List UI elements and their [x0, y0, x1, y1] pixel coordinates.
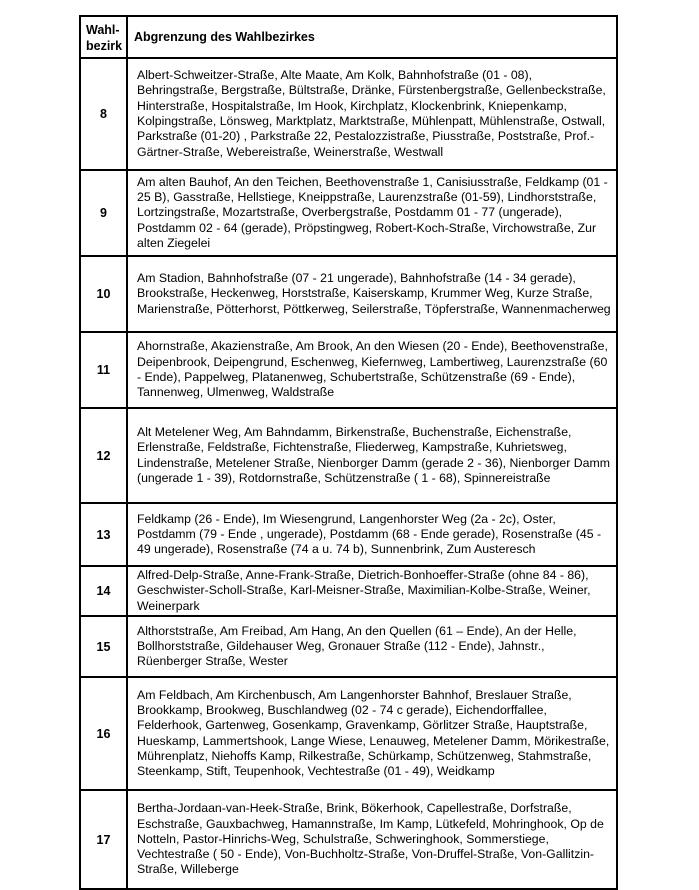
bezirk-number: 11	[80, 332, 127, 408]
bezirk-number: 8	[80, 58, 127, 170]
bezirk-number: 14	[80, 566, 127, 616]
bezirk-streets: Bertha-Jordaan-van-Heek-Straße, Brink, Bökerhook, Capellestraße, Dorfstraße, Eschstraße, Gauxbachweg, Hamannstraße, Im Kamp, Lütkefeld, Mohringhook, Op de Notteln, Pastor-Hinrichs-Weg, Schulstraße, Schweringhook, Sommerstiege, Vechtestraße ( 50 - Ende), Von-Buchholtz-Straße, Von-Druffel-Straße, Von-Gallitzin-Straße, Willeberge	[127, 790, 617, 889]
bezirk-streets: Alfred-Delp-Straße, Anne-Frank-Straße, Dietrich-Bonhoeffer-Straße (ohne 84 - 86), Geschwister-Scholl-Straße, Karl-Meisner-Straße, Maximilian-Kolbe-Straße, Weiner, Weinerpark	[127, 566, 617, 616]
table-row	[80, 677, 617, 790]
bezirk-number: 9	[80, 170, 127, 256]
bezirk-number: 16	[80, 677, 127, 790]
header-wahlbezirk-line2: bezirk	[86, 38, 123, 53]
header-row	[80, 16, 617, 58]
bezirk-streets: Feldkamp (26 - Ende), Im Wiesengrund, Langenhorster Weg (2a - 2c), Oster, Postdamm (79 - Ende , ungerade), Postdamm (68 - Ende gerade), Rosenstraße (45 - 49 ungerade), Rosenstraße (74 a u. 74 b), Sunnenbrink, Zum Austeresch	[127, 503, 617, 566]
table-row	[80, 332, 617, 408]
table-row	[80, 566, 617, 616]
bezirk-streets: Am Feldbach, Am Kirchenbusch, Am Langenhorster Bahnhof, Breslauer Straße, Brookkamp, Brookweg, Buschlandweg (02 - 74 c gerade), Eichendorffallee, Felderhook, Gartenweg, Gosenkamp, Gravenkamp, Görlitzer Straße, Hauptstraße, Hueskamp, Lammertshook, Lange Wiese, Lenauweg, Metelener Damm, Mörikestraße, Mührenplatz, Niehoffs Kamp, Rilkestraße, Schürkamp, Schützenweg, Stahmstraße, Steenkamp, Stift, Teupenhook, Vechtestraße (01 - 49), Weidkamp	[127, 677, 617, 790]
bezirk-streets: Alt Metelener Weg, Am Bahndamm, Birkenstraße, Buchenstraße, Eichenstraße, Erlenstraße, Feldstraße, Fichtenstraße, Fliederweg, Kampstraße, Kuhrietsweg, Lindenstraße, Metelener Straße, Nienborger Damm (gerade 2 - 36), Nienborger Damm (ungerade 1 - 39), Rotdornstraße, Schützenstraße ( 1 - 68), Spinnereistraße	[127, 408, 617, 503]
header-wahlbezirk-line1: Wahl-	[86, 22, 120, 37]
bezirk-streets: Ahornstraße, Akazienstraße, Am Brook, An den Wiesen (20 - Ende), Beethovenstraße, Deipenbrook, Deipengrund, Eschenweg, Kiefernweg, Lambertiweg, Laurenzstraße (60 - Ende), Pappelweg, Platanenweg, Schubertstraße, Schützenstraße (69 - Ende), Tannenweg, Ulmenweg, Waldstraße	[127, 332, 617, 408]
bezirk-streets: Am Stadion, Bahnhofstraße (07 - 21 ungerade), Bahnhofstraße (14 - 34 gerade), Brookstraße, Heckenweg, Horststraße, Kaiserskamp, Krummer Weg, Kurze Straße, Marienstraße, Pötterhorst, Pöttkerweg, Seilerstraße, Töpferstraße, Wannenmacherweg	[127, 256, 617, 332]
bezirk-number: 17	[80, 790, 127, 889]
header-wahlbezirk	[80, 16, 127, 58]
table-row	[80, 616, 617, 677]
table-row	[80, 503, 617, 566]
table-row	[80, 170, 617, 256]
header-abgrenzung: Abgrenzung des Wahlbezirkes	[127, 16, 617, 58]
bezirk-streets: Am alten Bauhof, An den Teichen, Beethovenstraße 1, Canisiusstraße, Feldkamp (01 - 25 B), Gasstraße, Hellstiege, Kneippstraße, Laurenzstraße (01-59), Lindhorststraße, Lortzingstraße, Mozartstraße, Overbergstraße, Postdamm 01 - 77 (ungerade), Postdamm 02 - 64 (gerade), Pröpstingweg, Robert-Koch-Straße, Virchowstraße, Zur alten Ziegelei	[127, 170, 617, 256]
bezirk-streets: Althorststraße, Am Freibad, Am Hang, An den Quellen (61 – Ende), An der Helle, Bollhorststraße, Gildehauser Weg, Gronauer Straße (112 - Ende), Jahnstr., Rüenberger Straße, Wester	[127, 616, 617, 677]
bezirk-number: 13	[80, 503, 127, 566]
bezirk-number: 10	[80, 256, 127, 332]
bezirk-number: 12	[80, 408, 127, 503]
table-row	[80, 256, 617, 332]
table-row	[80, 790, 617, 889]
bezirk-streets: Albert-Schweitzer-Straße, Alte Maate, Am Kolk, Bahnhofstraße (01 - 08), Behringstraße, Bergstraße, Bültstraße, Dränke, Fürstenbergstraße, Gellenbeckstraße, Hinterstraße, Hospitalstraße, Im Hook, Kirchplatz, Klockenbrink, Kniepenkamp, Kolpingstraße, Lönsweg, Marktplatz, Marktstraße, Mühlenpatt, Mühlenstraße, Ostwall, Parkstraße (01-20) , Parkstraße 22, Pestalozzistraße, Piusstraße, Poststraße, Prof.-Gärtner-Straße, Webereistraße, Weinerstraße, Westwall	[127, 58, 617, 170]
table-row	[80, 58, 617, 170]
wahlbezirk-table	[79, 15, 618, 890]
bezirk-number: 15	[80, 616, 127, 677]
table-row	[80, 408, 617, 503]
